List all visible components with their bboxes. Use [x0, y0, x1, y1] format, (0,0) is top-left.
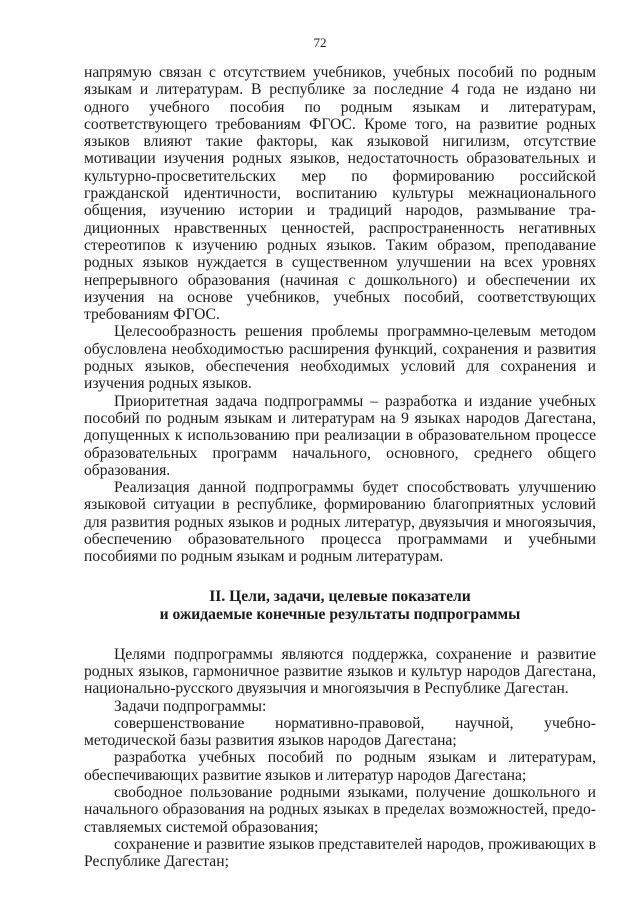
section-heading-line-2: и ожидаемые конечные результаты подпрограммы	[159, 606, 521, 624]
paragraph-goals: Целями подпрограммы являются поддержка, сохранение и развитие родных языков, гармоничное развитие языков и культур народов Дагестана, национально-русского двуязычия и многоязычия в Республике Дагестан.	[84, 645, 596, 698]
section-heading-line-1: II. Цели, задачи, целевые показатели	[209, 587, 471, 605]
tasks-list	[84, 715, 596, 871]
task-item: свободное пользование родными языками, получение дошкольного и начального образования на родных языках в пределах возможностей, предоставляемых системой образования;	[84, 783, 596, 836]
task-item: сохранение и развитие языков представителей народов, проживающих в Республике Дагестан;	[84, 835, 596, 871]
task-item: разработка учебных пособий по родным языкам и литературам, обеспечивающих развитие языков и литератур народов Дагестана;	[84, 749, 596, 784]
section-heading	[84, 588, 596, 625]
task-item: совершенствование нормативно-правовой, научной, учебно-методической базы развития языков народов Дагестана;	[84, 714, 596, 750]
paragraph-tasks-intro: Задачи подпрограммы:	[114, 697, 267, 715]
paragraph-program-method: Целесообразность решения проблемы программно-целевым методом обусловлена необходимостью расширения функций, сохранения и развития родных языков, обеспечения необходимых условий для сохранения и изучения родных языков.	[84, 323, 596, 393]
page-body	[84, 64, 596, 870]
paragraph-shortage-of-textbooks: напрямую связан с отсутствием учебников, учебных пособий по родным языкам и литературам. В республике за последние 4 года не издано ни одного учебного пособия по родным языкам и литературам, соответствующего требованиям ФГОС. Кроме того, на развитие родных языков влияют такие факторы, как языковой нигилизм, отсутствие мотивации изучения родных языков, недостаточность образовательных и культурно-просветительских мер по формированию российской гражданской идентичности, воспитанию культуры межнационального общения, изучению истории и традиций народов, размывание традиционных нравственных ценностей, распространенность негативных стереотипов к изучению родных языков. Таким образом, преподавание родных языков нуждается в существенном улучшении на всех уровнях непрерывного образования (начиная с дошкольного) и обеспечении их изучения на основе учебников, учебных пособий, соответствующих требованиям ФГОС.	[84, 64, 596, 324]
paragraph-implementation: Реализация данной подпрограммы будет способствовать улучшению языковой ситуации в республике, формированию благоприятных условий для развития родных языков и родных литератур, двуязычия и многоязычия, обеспечению образовательного процесса программами и учебными пособиями по родным языкам и родным литературам.	[84, 479, 596, 566]
paragraph-priority-task: Приоритетная задача подпрограммы – разработка и издание учебных пособий по родным языкам и литературам на 9 языках народов Дагестана, допущенных к использованию при реализации в образовательном процессе образовательных программ начального, основного, среднего общего образования.	[84, 392, 596, 479]
page-number: 72	[313, 35, 327, 50]
